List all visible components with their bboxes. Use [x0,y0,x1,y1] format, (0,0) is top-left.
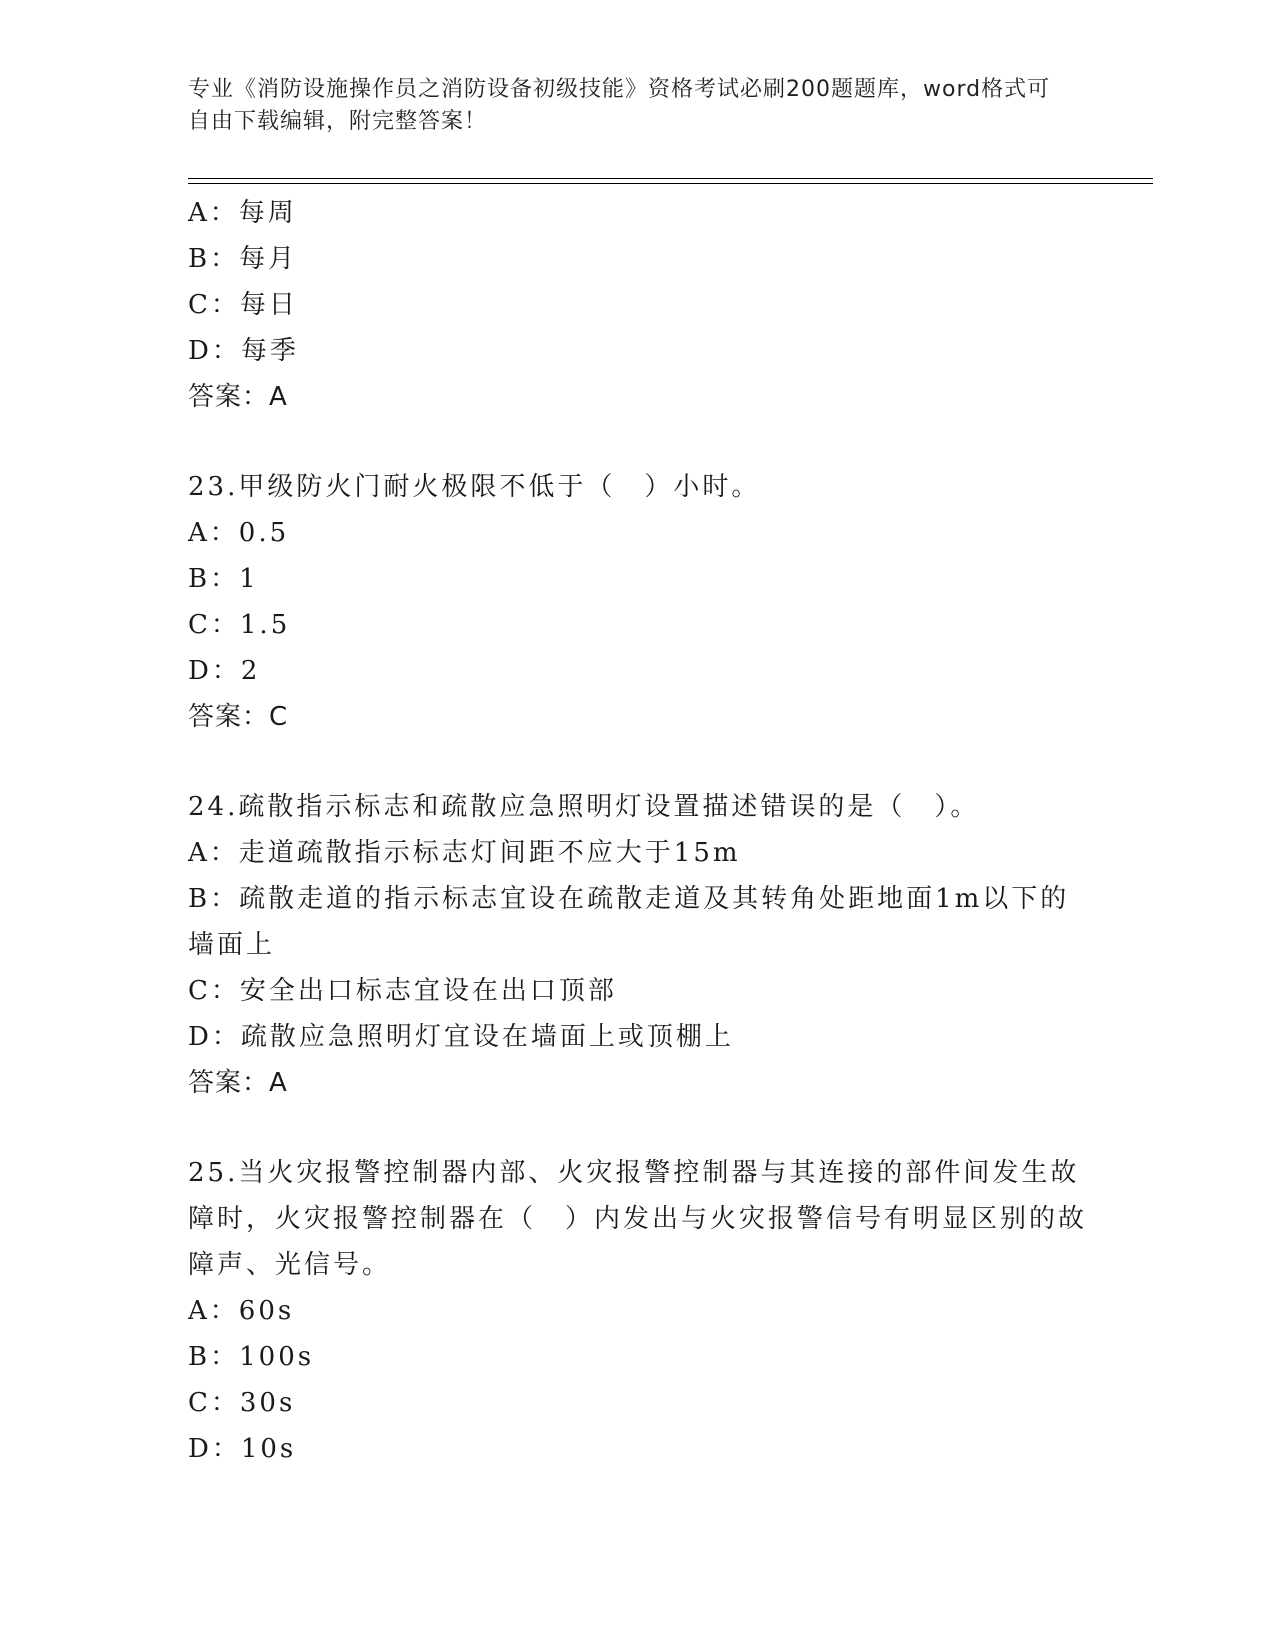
option-d: D：每季 [188,336,299,366]
option-b: B：每月 [188,244,298,274]
option-b: B：1 [188,564,259,594]
question-24 [188,784,1088,1106]
option-a: A：每周 [188,198,297,228]
option-a: A：60s [188,1296,295,1326]
option-c: C：1.5 [188,610,291,640]
option-c: C：30s [188,1388,296,1418]
header-rule-bottom [188,183,1153,184]
question-stem: 24.疏散指示标志和疏散应急照明灯设置描述错误的是（ ）。 [188,792,980,822]
option-b: B：疏散走道的指示标志宜设在疏散走道及其转角处距地面1m以下的墙面上 [188,884,1070,960]
question-25 [188,1150,1088,1472]
document-header: 专业《消防设施操作员之消防设备初级技能》资格考试必刷200题题库，word格式可自由下载编辑，附完整答案！ [188,77,1051,134]
option-c: C：每日 [188,290,298,320]
option-a: A：0.5 [188,518,290,548]
header-rule-top [188,178,1153,179]
option-d: D：2 [188,656,261,686]
option-a: A：走道疏散指示标志灯间距不应大于15m [188,838,741,868]
option-b: B：100s [188,1342,315,1372]
previous-question-block [188,190,1088,420]
answer-line: 答案：A [188,382,288,412]
option-c: C：安全出口标志宜设在出口顶部 [188,976,617,1006]
option-d: D：10s [188,1434,297,1464]
answer-line: 答案：A [188,1068,288,1098]
question-stem: 23.甲级防火门耐火极限不低于（ ）小时。 [188,472,761,502]
option-d: D：疏散应急照明灯宜设在墙面上或顶棚上 [188,1022,734,1052]
question-stem: 25.当火灾报警控制器内部、火灾报警控制器与其连接的部件间发生故障时，火灾报警控制器在（ ）内发出与火灾报警信号有明显区别的故障声、光信号。 [188,1158,1088,1280]
question-23 [188,464,1088,740]
question-list [188,190,1088,1472]
answer-line: 答案：C [188,702,289,732]
